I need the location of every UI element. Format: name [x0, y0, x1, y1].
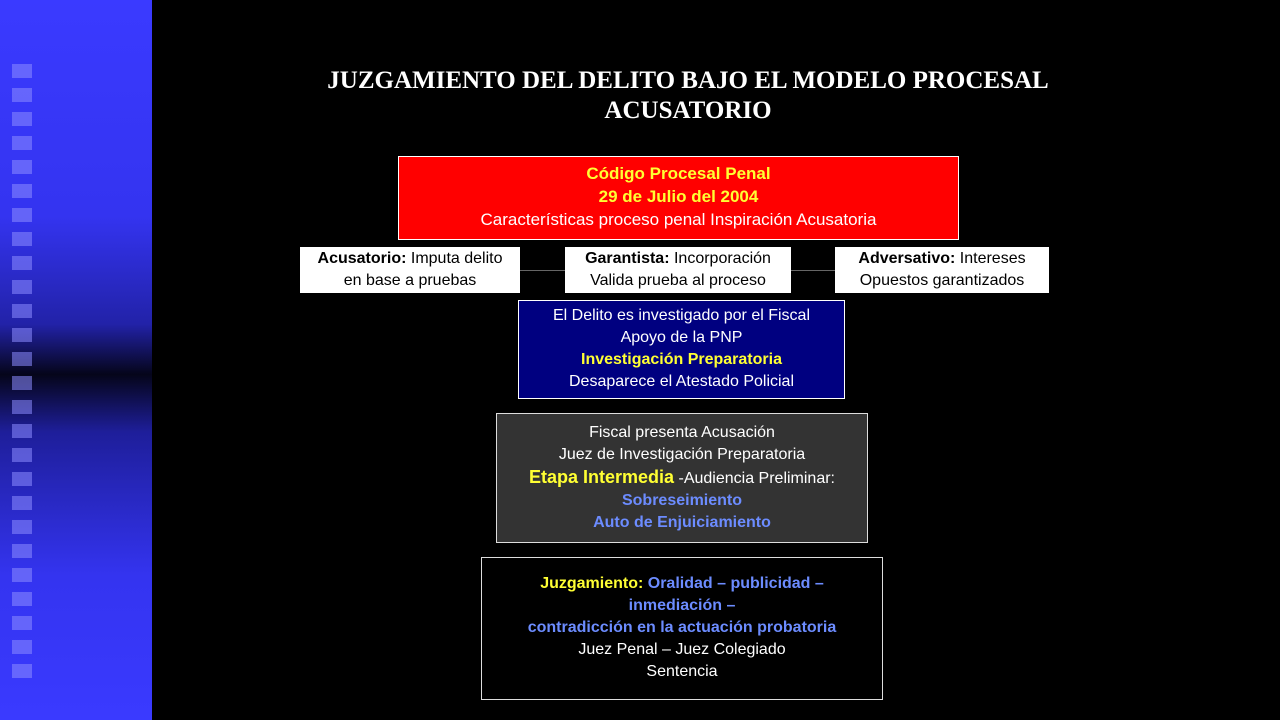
intermediate-stage-box	[496, 413, 868, 543]
trial-principles-2: inmediación –	[628, 597, 736, 614]
decorative-square	[12, 208, 32, 222]
decorative-square	[12, 304, 32, 318]
decorative-square	[12, 88, 32, 102]
investigation-line-2: Apoyo de la PNP	[620, 329, 743, 346]
feature-text: Incorporación	[669, 250, 771, 267]
decorative-square	[12, 592, 32, 606]
investigation-line-4: Desaparece el Atestado Policial	[568, 373, 795, 390]
decorative-square	[12, 640, 32, 654]
decorative-sidebar	[0, 0, 152, 720]
decorative-square	[12, 256, 32, 270]
feature-acusatorio-box	[300, 247, 520, 293]
decorative-square	[12, 184, 32, 198]
intermediate-outcome-2: Auto de Enjuiciamiento	[593, 514, 771, 531]
feature-text-line-2: Valida prueba al proceso	[590, 272, 766, 289]
feature-label: Acusatorio:	[317, 250, 407, 267]
slide-title	[200, 66, 1176, 126]
decorative-square	[12, 448, 32, 462]
decorative-square	[12, 400, 32, 414]
code-box-title: Código Procesal Penal	[586, 164, 771, 183]
decorative-square	[12, 112, 32, 126]
decorative-square	[12, 424, 32, 438]
decorative-square	[12, 376, 32, 390]
trial-judges: Juez Penal – Juez Colegiado	[578, 641, 786, 658]
decorative-square	[12, 568, 32, 582]
code-procesal-box	[398, 156, 959, 240]
decorative-square	[12, 64, 32, 78]
investigation-box	[518, 300, 845, 399]
investigation-stage-name: Investigación Preparatoria	[581, 351, 782, 368]
trial-sentence: Sentencia	[646, 663, 718, 680]
decorative-square	[12, 136, 32, 150]
feature-text: Intereses	[955, 250, 1026, 267]
feature-garantista-box	[565, 247, 791, 293]
decorative-squares	[12, 64, 32, 688]
intermediate-line-1: Fiscal presenta Acusación	[589, 424, 775, 441]
feature-adversativo-box	[835, 247, 1049, 293]
trial-box	[481, 557, 883, 700]
trial-label: Juzgamiento:	[540, 575, 644, 592]
intermediate-line-3-rest: -Audiencia Preliminar:	[674, 470, 835, 487]
feature-label: Adversativo:	[858, 250, 956, 267]
title-line-2: ACUSATORIO	[604, 97, 772, 124]
feature-text: Imputa delito	[406, 250, 503, 267]
decorative-square	[12, 328, 32, 342]
title-line-1: JUZGAMIENTO DEL DELITO BAJO EL MODELO PROCESAL	[327, 67, 1049, 94]
trial-principles-1: Oralidad – publicidad –	[643, 575, 824, 592]
feature-label: Garantista:	[585, 250, 670, 267]
decorative-square	[12, 520, 32, 534]
connector-right	[791, 270, 835, 271]
decorative-square	[12, 352, 32, 366]
decorative-square	[12, 544, 32, 558]
decorative-square	[12, 616, 32, 630]
feature-text-line-2: en base a pruebas	[343, 272, 477, 289]
connector-left	[520, 270, 565, 271]
decorative-square	[12, 496, 32, 510]
trial-principles-3: contradicción en la actuación probatoria	[527, 619, 837, 636]
decorative-square	[12, 664, 32, 678]
decorative-square	[12, 160, 32, 174]
intermediate-line-2: Juez de Investigación Preparatoria	[558, 446, 806, 463]
decorative-square	[12, 232, 32, 246]
decorative-square	[12, 280, 32, 294]
intermediate-outcome-1: Sobreseimiento	[621, 492, 743, 509]
intermediate-stage-name: Etapa Intermedia	[529, 467, 675, 487]
code-box-date: 29 de Julio del 2004	[598, 187, 759, 206]
feature-text-line-2: Opuestos garantizados	[859, 272, 1025, 289]
investigation-line-1: El Delito es investigado por el Fiscal	[552, 307, 810, 324]
code-box-description: Características proceso penal Inspiración Acusatoria	[480, 210, 877, 229]
decorative-square	[12, 472, 32, 486]
